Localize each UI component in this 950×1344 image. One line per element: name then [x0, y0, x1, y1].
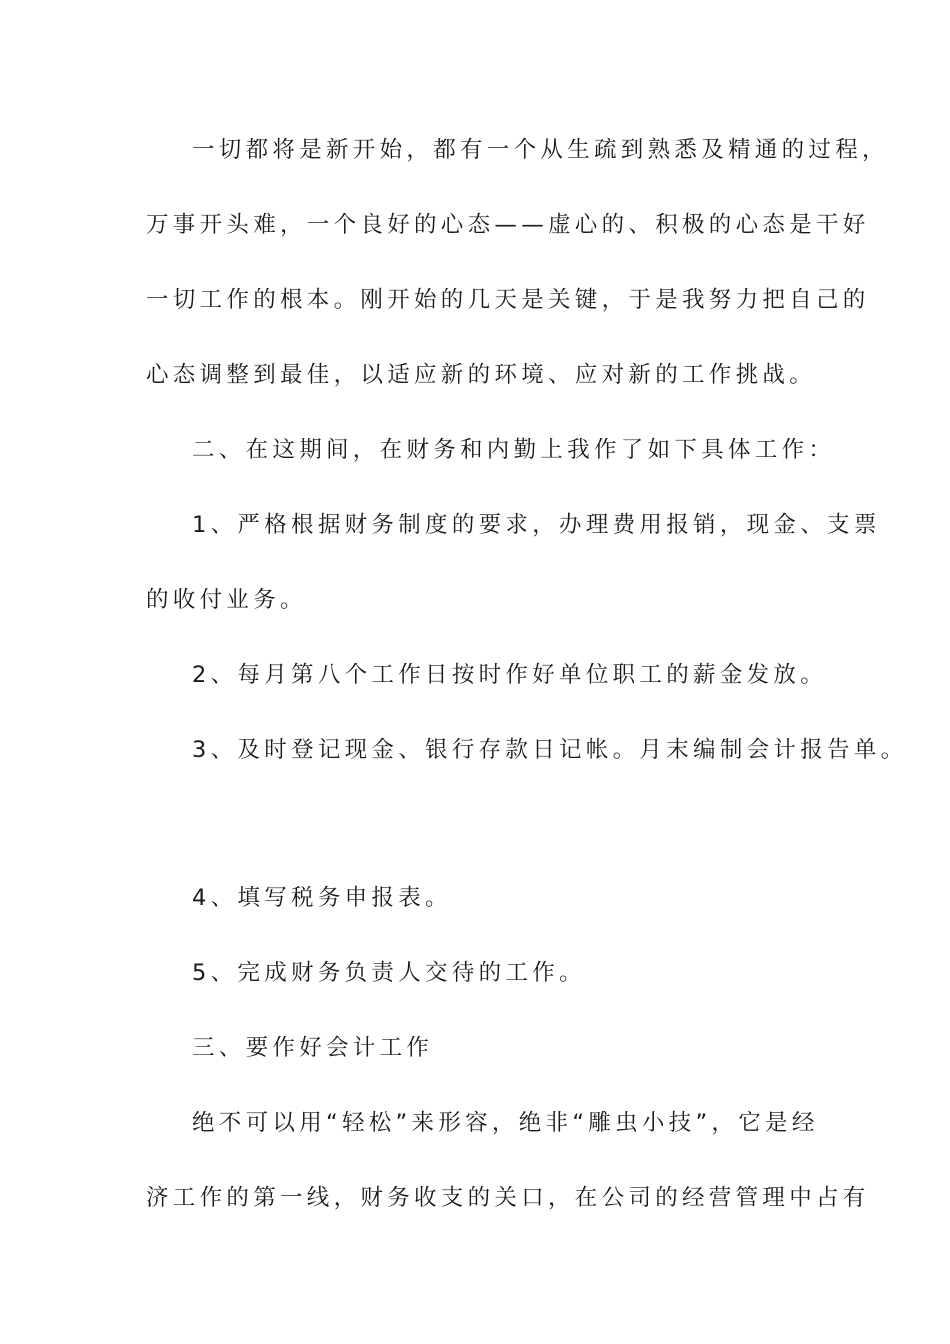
item-3: 3、及时登记现金、银行存款日记帐。月末编制会计报告单。	[192, 737, 908, 763]
item-1-line-1: 1、严格根据财务制度的要求，办理费用报销，现金、支票	[192, 512, 881, 538]
paragraph-3-line-1: 绝不可以用“轻松”来形容，绝非“雕虫小技”，它是经	[192, 1110, 819, 1136]
paragraph-1-line-4: 心态调整到最佳，以适应新的环境、应对新的工作挑战。	[146, 362, 817, 388]
item-5: 5、完成财务负责人交待的工作。	[192, 960, 586, 986]
paragraph-3-line-2: 济工作的第一线，财务收支的关口，在公司的经营管理中占有	[146, 1185, 870, 1211]
paragraph-1-line-3: 一切工作的根本。刚开始的几天是关键，于是我努力把自己的	[146, 287, 870, 313]
section-three-heading: 三、要作好会计工作	[192, 1035, 434, 1061]
item-1-line-2: 的收付业务。	[146, 587, 307, 613]
paragraph-1-line-1: 一切都将是新开始，都有一个从生疏到熟悉及精通的过程，	[192, 137, 889, 163]
item-2: 2、每月第八个工作日按时作好单位职工的薪金发放。	[192, 662, 828, 688]
section-two-heading: 二、在这期间，在财务和内勤上我作了如下具体工作：	[192, 437, 836, 463]
item-4: 4、填写税务申报表。	[192, 885, 452, 911]
paragraph-1-line-2: 万事开头难，一个良好的心态——虚心的、积极的心态是干好	[146, 212, 870, 238]
